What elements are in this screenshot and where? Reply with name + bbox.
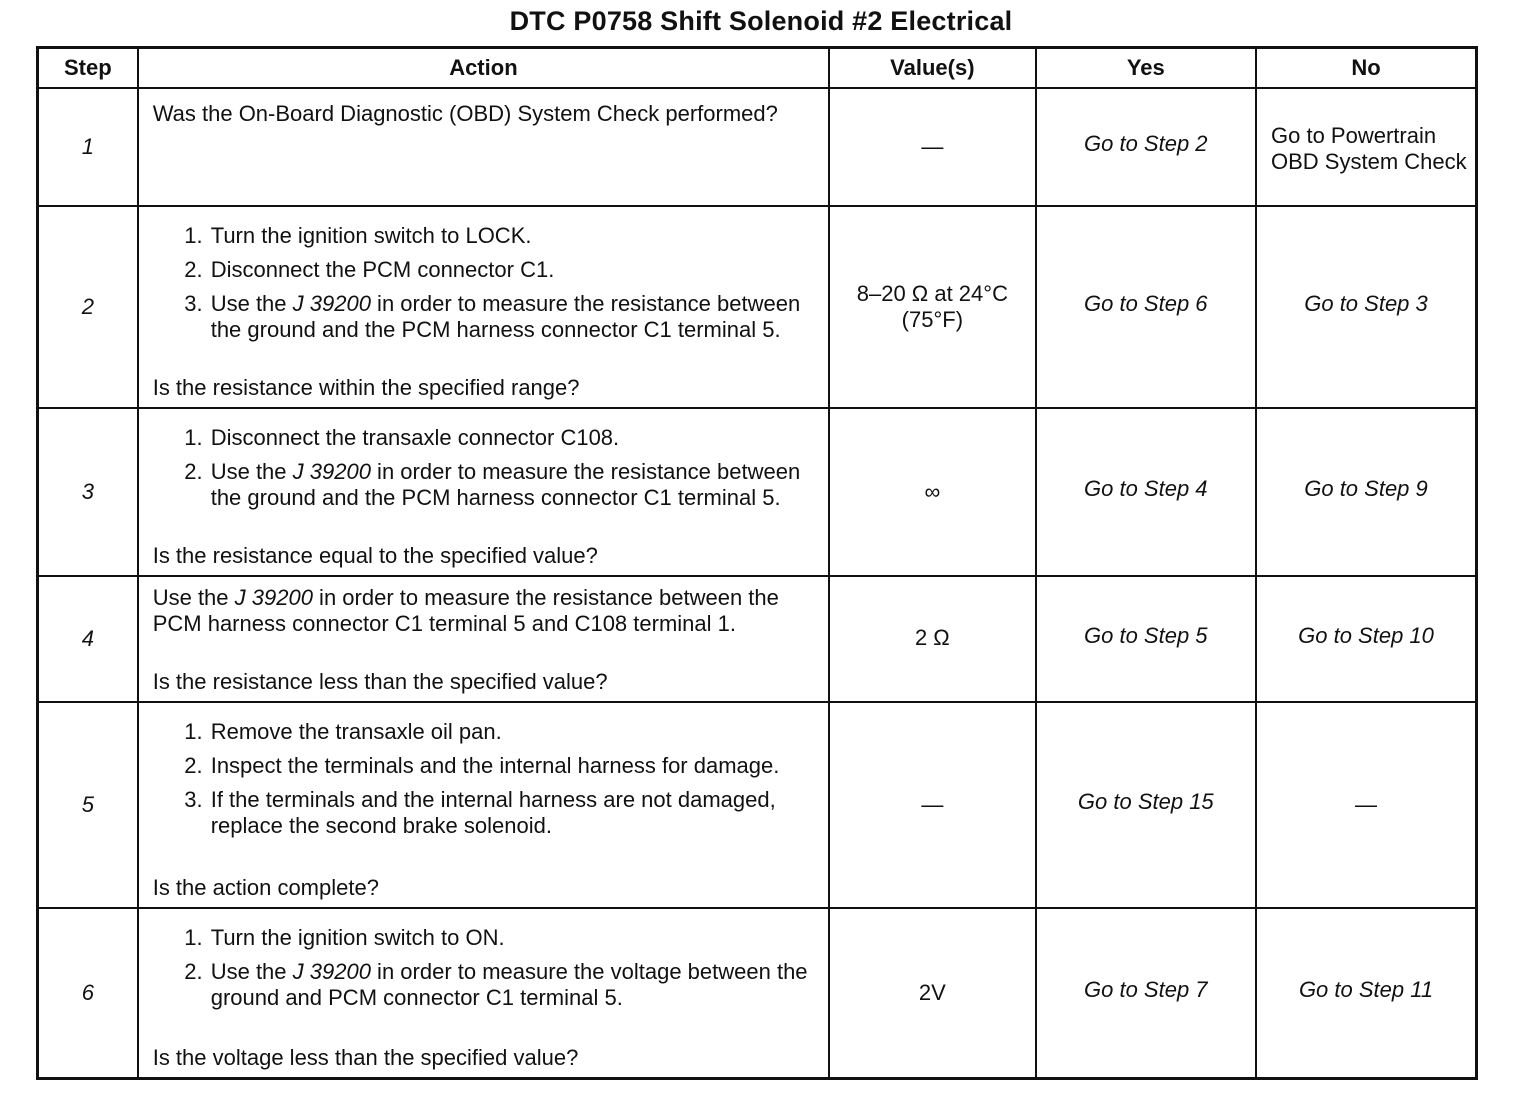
action-question: Is the resistance less than the specified value? — [152, 669, 608, 695]
action-step: 1. Disconnect the transaxle connector C108. — [209, 425, 818, 451]
table-row — [38, 702, 1477, 908]
step-number: 3 — [38, 408, 138, 576]
header-step: Step — [38, 48, 138, 89]
table-row — [38, 408, 1477, 576]
yes-goto: Go to Step 7 — [1084, 977, 1208, 1003]
no-goto: Go to Step 10 — [1298, 623, 1434, 649]
action-steps — [153, 425, 818, 511]
yes-cell — [1036, 206, 1256, 408]
tool-name: J 39200 — [292, 291, 371, 317]
action-text: Was the On-Board Diagnostic (OBD) System Check performed? — [152, 101, 778, 126]
table-row — [38, 908, 1477, 1078]
tool-name: J 39200 — [292, 959, 371, 985]
no-goto: Go to Step 3 — [1304, 291, 1428, 317]
value-cell: 2V — [829, 908, 1035, 1078]
no-cell — [1256, 88, 1476, 206]
yes-goto: Go to Step 4 — [1084, 476, 1208, 502]
diagnostic-table — [36, 46, 1478, 1080]
no-cell — [1256, 908, 1476, 1078]
action-steps — [153, 719, 818, 839]
no-goto: Go to Step 9 — [1304, 476, 1428, 502]
action-text: Use the J 39200 in order to measure the resistance between the PCM harness connector C1 terminal 5 and C108 terminal 1. — [152, 585, 779, 637]
action-cell — [138, 576, 829, 702]
action-question: Is the resistance equal to the specified value? — [152, 543, 598, 569]
value-cell: — — [829, 702, 1035, 908]
tool-name: J 39200 — [234, 585, 313, 611]
no-cell — [1256, 408, 1476, 576]
header-no: No — [1256, 48, 1476, 89]
action-step: 1. Remove the transaxle oil pan. — [209, 719, 818, 745]
value-cell: ∞ — [829, 408, 1035, 576]
action-step: 2. Use the J 39200 in order to measure the resistance between the ground and the PCM harness connector C1 terminal 5. — [209, 459, 818, 511]
no-cell — [1256, 576, 1476, 702]
no-cell: — — [1256, 702, 1476, 908]
action-step: 2. Inspect the terminals and the internal harness for damage. — [209, 753, 818, 779]
tool-name: J 39200 — [292, 459, 371, 485]
value-cell: 2 Ω — [829, 576, 1035, 702]
value-cell: 8–20 Ω at 24°C (75°F) — [829, 206, 1035, 408]
action-cell — [138, 908, 829, 1078]
yes-cell — [1036, 576, 1256, 702]
action-steps — [153, 223, 818, 343]
action-steps — [153, 925, 818, 1011]
table-row — [38, 88, 1477, 206]
step-number: 5 — [38, 702, 138, 908]
action-step: 1. Turn the ignition switch to ON. — [209, 925, 818, 951]
yes-goto: Go to Step 15 — [1077, 789, 1214, 815]
action-step: 3. Use the J 39200 in order to measure the resistance between the ground and the PCM harness connector C1 terminal 5. — [209, 291, 818, 343]
header-yes: Yes — [1036, 48, 1256, 89]
action-cell — [138, 88, 829, 206]
yes-cell — [1036, 702, 1256, 908]
yes-goto: Go to Step 2 — [1084, 131, 1208, 157]
step-number: 4 — [38, 576, 138, 702]
header-action: Action — [138, 48, 829, 89]
no-cell — [1256, 206, 1476, 408]
page-title: DTC P0758 Shift Solenoid #2 Electrical — [509, 6, 1013, 36]
table-row — [38, 206, 1477, 408]
yes-goto: Go to Step 5 — [1084, 623, 1208, 649]
yes-cell — [1036, 88, 1256, 206]
action-cell — [138, 408, 829, 576]
no-goto: Go to Powertrain OBD System Check — [1271, 123, 1467, 175]
step-number: 1 — [38, 88, 138, 206]
header-row — [38, 48, 1477, 89]
step-number: 6 — [38, 908, 138, 1078]
action-cell — [138, 702, 829, 908]
header-value: Value(s) — [829, 48, 1035, 89]
step-number: 2 — [38, 206, 138, 408]
action-step: 3. If the terminals and the internal harness are not damaged, replace the second brake solenoid. — [209, 787, 818, 839]
action-step: 2. Disconnect the PCM connector C1. — [209, 257, 818, 283]
action-question: Is the action complete? — [152, 875, 379, 901]
value-cell: — — [829, 88, 1035, 206]
table-row — [38, 576, 1477, 702]
no-goto: Go to Step 11 — [1298, 977, 1434, 1003]
yes-goto: Go to Step 6 — [1084, 291, 1208, 317]
yes-cell — [1036, 908, 1256, 1078]
action-question: Is the voltage less than the specified value? — [152, 1045, 579, 1070]
action-step: 2. Use the J 39200 in order to measure the voltage between the ground and PCM connector C1 terminal 5. — [209, 959, 818, 1011]
yes-cell — [1036, 408, 1256, 576]
action-step: 1. Turn the ignition switch to LOCK. — [209, 223, 818, 249]
action-question: Is the resistance within the specified range? — [152, 375, 580, 401]
action-cell — [138, 206, 829, 408]
